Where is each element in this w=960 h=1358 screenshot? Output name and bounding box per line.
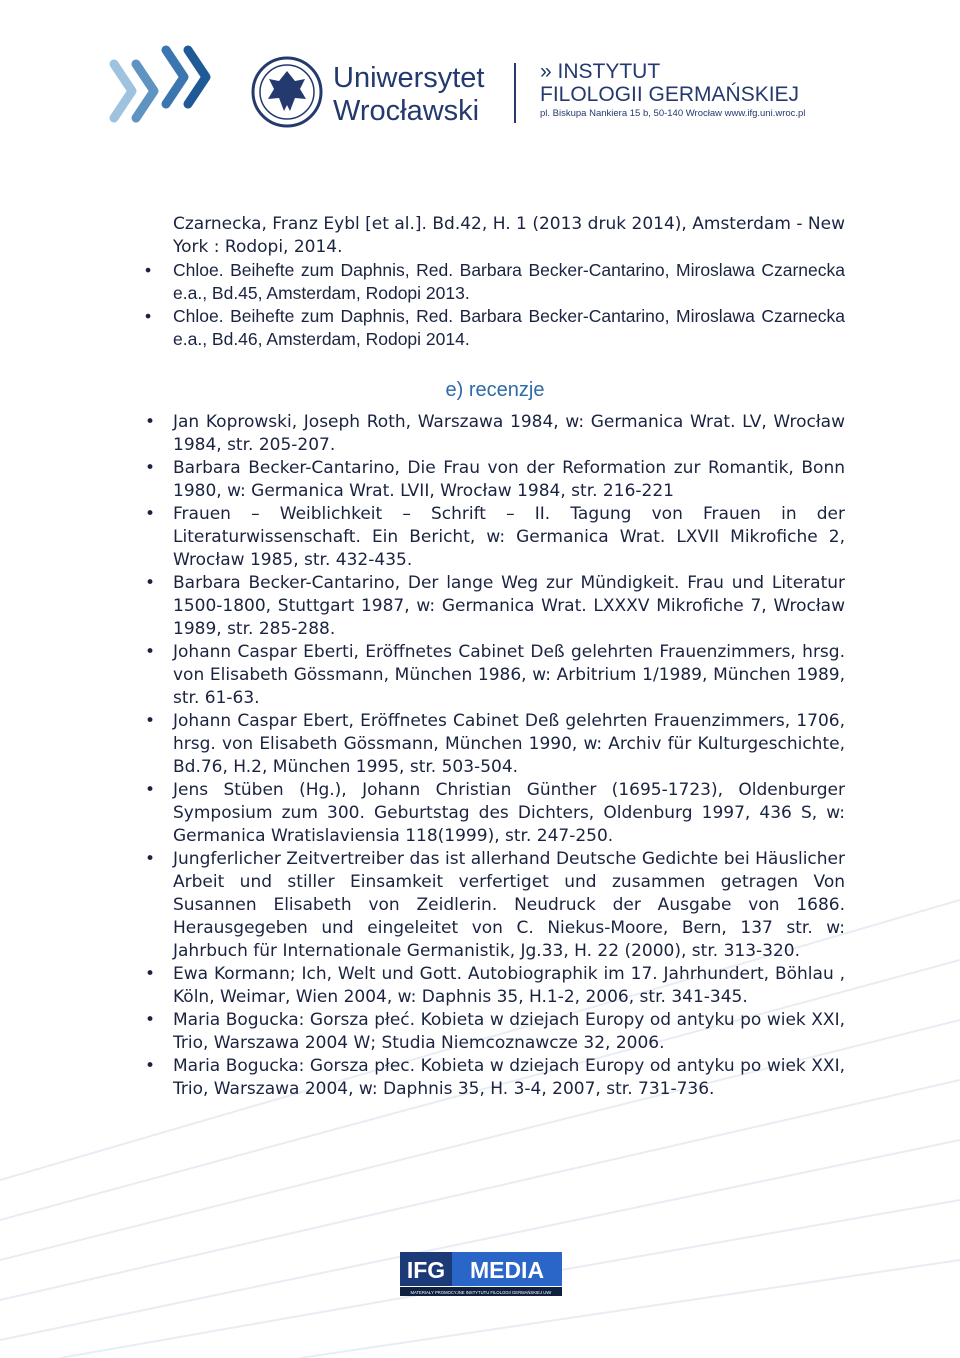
university-crest-icon [250, 55, 324, 129]
university-name-line-1: Uniwersytet [333, 62, 485, 94]
logo-text-ifg: IFG [406, 1257, 446, 1283]
review-item: • Jens Stüben (Hg.), Johann Christian Günther (1695-1723), Oldenburger Symposium zum 300. Geburtstag des Dichters, Oldenburg 1997, 436 S, w: Germanica Wratislaviensia 118(1999), str. 247-250. [145, 779, 845, 848]
review-item: • Frauen – Weiblichkeit – Schrift – II. Tagung von Frauen in der Literaturwissenschaft. Ein Bericht, w: Germanica Wrat. LXVII Mikrofiche 2, Wrocław 1985, str. 432-435. [145, 503, 845, 572]
header [0, 0, 960, 170]
review-item: • Maria Bogucka: Gorsza płeć. Kobieta w dziejach Europy od antyku po wiek XXI, Trio, Warszawa 2004 W; Studia Niemcoznawcze 32, 2006. [145, 1009, 845, 1055]
review-item: • Barbara Becker-Cantarino, Die Frau von der Reformation zur Romantik, Bonn 1980, w: Germanica Wrat. LVII, Wrocław 1984, str. 216-221 [145, 457, 845, 503]
university-name-line-2: Wrocławski [333, 95, 480, 127]
continued-entry: Czarnecka, Franz Eybl [et al.]. Bd.42, H. 1 (2013 druk 2014), Amsterdam - New York : Rodopi, 2014. [173, 214, 845, 257]
university-name [333, 62, 485, 128]
review-item: • Johann Caspar Eberti, Eröffnetes Cabinet Deß gelehrten Frauenzimmers, hrsg. von Elisabeth Gössmann, München 1986, w: Arbitrium 1/1989, München 1989, str. 61-63. [145, 641, 845, 710]
logo-text-media: MEDIA [469, 1257, 545, 1283]
list-item: • Chloe. Beihefte zum Daphnis, Red. Barbara Becker-Cantarino, Miroslawa Czarnecka e.a., Bd.45, Amsterdam, Rodopi 2013. [145, 259, 845, 305]
section-title: e) recenzje [445, 379, 545, 401]
main-content [145, 213, 845, 1101]
institute-name-line-2: FILOLOGII GERMAŃSKIEJ [540, 83, 800, 106]
review-item: • Ewa Kormann; Ich, Welt und Gott. Autobiographik im 17. Jahrhundert, Böhlau , Köln, Weimar, Wien 2004, w: Daphnis 35, H.1-2, 2006, str. 341-345. [145, 963, 845, 1009]
institute-name-line-1: » INSTYTUT [540, 60, 661, 83]
logo-subtitle: MATERIAŁY PROMOCYJNE INSTYTUTU FILOLOGII GERMAŃSKIEJ UWr [410, 1290, 552, 1295]
list-item: • Chloe. Beihefte zum Daphnis, Red. Barbara Becker-Cantarino, Miroslawa Czarnecka e.a., Bd.46, Amsterdam, Rodopi 2014. [145, 305, 845, 351]
review-item: • Jungferlicher Zeitvertreiber das ist allerhand Deutsche Gedichte bei Häuslicher Arbeit und stiller Einsamkeit verfertiget und zusammen getragen Von Susannen Elisabeth von Zeidlerin. Neudruck der Ausgabe von 1686. Herausgegeben und eingeleitet von C. Niekus-Moore, Bern, 137 str. w: Jahrbuch für Internationale Germanistik, Jg.33, H. 22 (2000), str. 313-320. [145, 848, 845, 963]
review-item: • Maria Bogucka: Gorsza płec. Kobieta w dziejach Europy od antyku po wiek XXI, Trio, Warszawa 2004, w: Daphnis 35, H. 3-4, 2007, str. 731-736. [145, 1055, 845, 1101]
ifg-media-logo [400, 1252, 562, 1296]
institute-address: pl. Biskupa Nankiera 15 b, 50-140 Wrocław www.ifg.uni.wroc.pl [540, 108, 806, 119]
review-item: • Barbara Becker-Cantarino, Der lange Weg zur Mündigkeit. Frau und Literatur 1500-1800, Stuttgart 1987, w: Germanica Wrat. LXXXV Mikrofiche 7, Wrocław 1989, str. 285-288. [145, 572, 845, 641]
review-item: • Jan Koprowski, Joseph Roth, Warszawa 1984, w: Germanica Wrat. LV, Wrocław 1984, str. 205-207. [145, 411, 845, 457]
institute-block [540, 60, 805, 122]
chevron-logo-icon [106, 44, 216, 139]
review-item: • Johann Caspar Ebert, Eröffnetes Cabinet Deß gelehrten Frauenzimmers, 1706, hrsg. von Elisabeth Gössmann, München 1990, w: Archiv für Kulturgeschichte, Bd.76, H.2, München 1995, str. 503-504. [145, 710, 845, 779]
header-divider [514, 63, 516, 123]
